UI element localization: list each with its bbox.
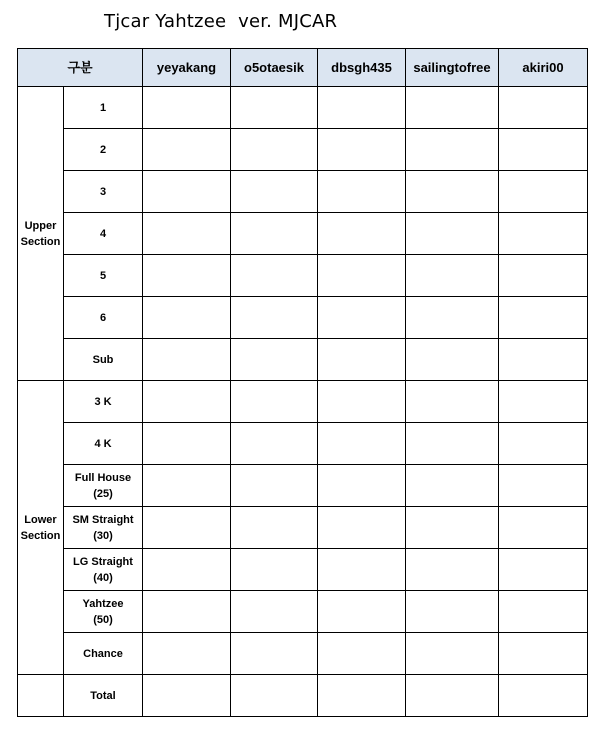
row-label-line: 6	[99, 311, 107, 324]
score-row	[18, 381, 588, 423]
total-label: Total	[64, 675, 143, 717]
row-label-line: 2	[99, 143, 107, 156]
row-label	[64, 633, 143, 675]
score-cell[interactable]	[143, 339, 231, 381]
score-row	[18, 339, 588, 381]
total-row	[18, 675, 588, 717]
score-cell[interactable]	[499, 591, 588, 633]
page-title: Tjcar Yahtzee ver. MJCAR	[104, 11, 338, 32]
row-label-line: 4 K	[94, 437, 112, 450]
row-label	[64, 591, 143, 633]
row-label	[64, 87, 143, 129]
score-cell[interactable]	[143, 507, 231, 549]
score-cell[interactable]	[499, 423, 588, 465]
score-cell[interactable]	[406, 381, 499, 423]
score-cell[interactable]	[406, 591, 499, 633]
section-label-line: Section	[20, 235, 61, 248]
row-label-line: 5	[99, 269, 107, 282]
score-cell[interactable]	[231, 171, 318, 213]
score-cell[interactable]	[143, 213, 231, 255]
upper-section-label	[18, 87, 64, 381]
score-cell[interactable]	[318, 423, 406, 465]
score-cell[interactable]	[318, 339, 406, 381]
score-row	[18, 171, 588, 213]
row-label	[64, 339, 143, 381]
score-cell[interactable]	[231, 549, 318, 591]
row-label	[64, 549, 143, 591]
row-label	[64, 213, 143, 255]
score-cell[interactable]	[143, 297, 231, 339]
row-label	[64, 171, 143, 213]
score-cell[interactable]	[143, 549, 231, 591]
row-label-line: (40)	[93, 571, 113, 584]
row-label	[64, 507, 143, 549]
score-row	[18, 423, 588, 465]
score-row	[18, 87, 588, 129]
score-cell[interactable]	[143, 129, 231, 171]
row-label	[64, 465, 143, 507]
player-header: o5otaesik	[231, 49, 318, 87]
row-label-line: 1	[99, 101, 107, 114]
score-cell[interactable]	[318, 507, 406, 549]
score-cell[interactable]	[406, 255, 499, 297]
row-label	[64, 255, 143, 297]
score-cell[interactable]	[231, 255, 318, 297]
player-header: dbsgh435	[318, 49, 406, 87]
score-cell[interactable]	[231, 423, 318, 465]
total-cell[interactable]	[231, 675, 318, 717]
score-cell[interactable]	[231, 465, 318, 507]
player-header: akiri00	[499, 49, 588, 87]
score-cell[interactable]	[499, 465, 588, 507]
score-row	[18, 507, 588, 549]
score-cell[interactable]	[406, 171, 499, 213]
score-cell[interactable]	[406, 129, 499, 171]
score-cell[interactable]	[231, 507, 318, 549]
score-cell[interactable]	[231, 213, 318, 255]
row-label	[64, 297, 143, 339]
score-cell[interactable]	[406, 87, 499, 129]
score-cell[interactable]	[318, 465, 406, 507]
row-label-line: 3	[99, 185, 107, 198]
score-row	[18, 255, 588, 297]
row-label-line: (25)	[93, 487, 113, 500]
score-cell[interactable]	[143, 381, 231, 423]
section-label-line: Section	[20, 529, 61, 542]
score-cell[interactable]	[231, 633, 318, 675]
score-cell[interactable]	[406, 213, 499, 255]
score-cell[interactable]	[318, 633, 406, 675]
score-cell[interactable]	[318, 87, 406, 129]
score-cell[interactable]	[143, 87, 231, 129]
score-cell[interactable]	[499, 213, 588, 255]
score-cell[interactable]	[499, 87, 588, 129]
player-header: yeyakang	[143, 49, 231, 87]
score-cell[interactable]	[318, 591, 406, 633]
score-cell[interactable]	[318, 213, 406, 255]
score-row	[18, 633, 588, 675]
score-cell[interactable]	[143, 591, 231, 633]
row-label-line: 3 K	[94, 395, 112, 408]
score-row	[18, 465, 588, 507]
score-cell[interactable]	[499, 255, 588, 297]
score-cell[interactable]	[406, 549, 499, 591]
total-section-cell	[18, 675, 64, 717]
score-cell[interactable]	[318, 549, 406, 591]
row-label	[64, 423, 143, 465]
score-cell[interactable]	[318, 255, 406, 297]
score-row	[18, 129, 588, 171]
score-cell[interactable]	[499, 633, 588, 675]
row-label	[64, 381, 143, 423]
score-cell[interactable]	[231, 381, 318, 423]
row-label	[64, 129, 143, 171]
score-row	[18, 549, 588, 591]
row-label-line: 4	[99, 227, 107, 240]
score-cell[interactable]	[406, 423, 499, 465]
score-cell[interactable]	[143, 465, 231, 507]
total-cell[interactable]	[499, 675, 588, 717]
row-label-line: (30)	[93, 529, 113, 542]
score-cell[interactable]	[231, 129, 318, 171]
score-cell[interactable]	[143, 255, 231, 297]
score-cell[interactable]	[143, 423, 231, 465]
score-cell[interactable]	[499, 549, 588, 591]
score-cell[interactable]	[318, 297, 406, 339]
score-cell[interactable]	[499, 297, 588, 339]
score-row	[18, 213, 588, 255]
score-cell[interactable]	[499, 381, 588, 423]
row-label-line: (50)	[93, 613, 113, 626]
score-row	[18, 297, 588, 339]
score-table	[17, 48, 588, 717]
score-cell[interactable]	[499, 129, 588, 171]
score-cell[interactable]	[318, 129, 406, 171]
category-header: 구분	[18, 49, 143, 87]
lower-section-label	[18, 381, 64, 675]
score-cell[interactable]	[231, 87, 318, 129]
score-cell[interactable]	[499, 339, 588, 381]
score-cell[interactable]	[406, 339, 499, 381]
section-label-line: Lower	[24, 513, 57, 526]
score-cell[interactable]	[406, 507, 499, 549]
row-label-line: Chance	[83, 647, 123, 660]
score-cell[interactable]	[406, 465, 499, 507]
total-cell[interactable]	[143, 675, 231, 717]
row-label-line: SM Straight	[72, 513, 134, 526]
total-cell[interactable]	[318, 675, 406, 717]
header-row	[18, 49, 588, 87]
score-cell[interactable]	[499, 507, 588, 549]
score-row	[18, 591, 588, 633]
row-label-line: LG Straight	[73, 555, 133, 568]
score-cell[interactable]	[231, 591, 318, 633]
score-cell[interactable]	[406, 633, 499, 675]
score-cell[interactable]	[318, 381, 406, 423]
section-label-line: Upper	[24, 219, 57, 232]
score-cell[interactable]	[406, 297, 499, 339]
row-label-line: Sub	[92, 353, 114, 366]
total-cell[interactable]	[406, 675, 499, 717]
score-cell[interactable]	[143, 633, 231, 675]
score-cell[interactable]	[143, 171, 231, 213]
row-label-line: Full House	[74, 471, 132, 484]
score-cell[interactable]	[231, 297, 318, 339]
score-cell[interactable]	[499, 171, 588, 213]
row-label-line: Yahtzee	[82, 597, 124, 610]
score-cell[interactable]	[318, 171, 406, 213]
player-header: sailingtofree	[406, 49, 499, 87]
score-cell[interactable]	[231, 339, 318, 381]
